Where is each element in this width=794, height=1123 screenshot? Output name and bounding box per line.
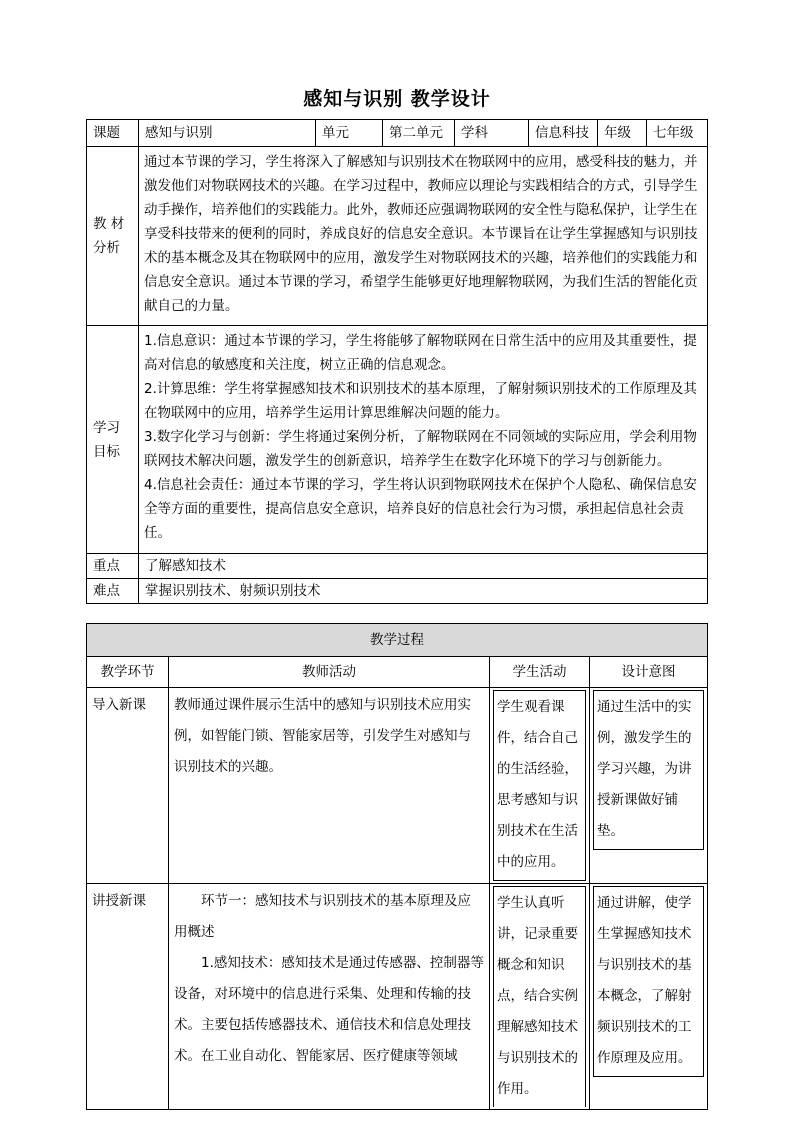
- teacher-activity-cell: 教师通过课件展示生活中的感知与识别技术应用实例，如智能门锁、智能家居等，引发学生对感知与识别技术的兴趣。: [169, 688, 490, 884]
- difficulty-label: 难点: [87, 579, 139, 604]
- process-title: 教学过程: [87, 624, 708, 657]
- column-header: 教学环节: [87, 657, 169, 688]
- course-info-table: [86, 119, 708, 604]
- intent-text: 通过生活中的实例，激发学生的学习兴趣，为讲授新课做好铺垫。: [593, 690, 704, 850]
- goal-item: 1.信息意识：通过本节课的学习，学生将能够了解物联网在日常生活中的应用及其重要性，提高对信息的敏感度和关注度，树立正确的信息观念。: [144, 333, 697, 373]
- document-title: 感知与识别 教学设计: [303, 88, 491, 110]
- difficulty-row: [87, 579, 708, 604]
- intent-cell: [590, 688, 708, 884]
- grade-value: 七年级: [647, 120, 708, 147]
- stage-cell: 讲授新课: [87, 884, 169, 1110]
- column-header: 教师活动: [169, 657, 490, 688]
- teacher-heading: 环节一：感知技术与识别技术的基本原理及应用概述: [174, 893, 471, 940]
- teacher-paragraph: 1.感知技术：感知技术是通过传感器、控制器等设备，对环境中的信息进行采集、处理和传输的技术。主要包括传感器技术、通信技术和信息处理技术。在工业自动化、智能家居、医疗健康等领域: [174, 955, 484, 1064]
- process-table: [86, 623, 708, 1110]
- subject-value: 信息科技: [529, 120, 598, 147]
- goals-label: 学习 目标: [87, 326, 139, 554]
- table-row: [87, 884, 708, 1110]
- student-activity-text: 学生认真听讲，记录重要概念和知识点，结合实例理解感知技术与识别技术的作用。: [493, 886, 586, 1107]
- goal-item: 4.信息社会责任：通过本节课的学习，学生将认识到物联网技术在保护个人隐私、确保信息安全等方面的重要性，提高信息安全意识，培养良好的信息社会行为习惯，承担起信息社会责任。: [144, 477, 697, 541]
- key-point-value: 了解感知技术: [139, 554, 708, 579]
- intent-text: 通过讲解，使学生掌握感知技术与识别技术的基本概念，了解射频识别技术的工作原理及应用。: [593, 886, 704, 1077]
- table-row: [87, 688, 708, 884]
- process-header-row: [87, 657, 708, 688]
- goal-item: 3.数字化学习与创新：学生将通过案例分析，了解物联网在不同领域的实际应用，学会利用物联网技术解决问题，激发学生的创新意识，培养学生在数字化环境下的学习与创新能力。: [144, 429, 697, 469]
- goals-row: [87, 326, 708, 554]
- goals-list: [139, 326, 708, 554]
- course-label: 课题: [87, 120, 139, 147]
- header-row: [87, 120, 708, 147]
- subject-label: 学科: [455, 120, 529, 147]
- key-point-label: 重点: [87, 554, 139, 579]
- student-activity-cell: [490, 688, 590, 884]
- student-activity-cell: [490, 884, 590, 1110]
- analysis-label: 教 材 分析: [87, 147, 139, 326]
- column-header: 学生活动: [490, 657, 590, 688]
- intent-cell: [590, 884, 708, 1110]
- key-point-row: [87, 554, 708, 579]
- course-value: 感知与识别: [139, 120, 316, 147]
- goal-item: 2.计算思维：学生将掌握感知技术和识别技术的基本原理，了解射频识别技术的工作原理及其在物联网中的应用，培养学生运用计算思维解决问题的能力。: [144, 381, 697, 421]
- column-header: 设计意图: [590, 657, 708, 688]
- difficulty-value: 掌握识别技术、射频识别技术: [139, 579, 708, 604]
- stage-cell: 导入新课: [87, 688, 169, 884]
- analysis-row: [87, 147, 708, 326]
- unit-label: 单元: [316, 120, 383, 147]
- teacher-activity-cell: [169, 884, 490, 1110]
- student-activity-text: 学生观看课件，结合自己的生活经验，思考感知与识别技术在生活中的应用。: [493, 690, 586, 881]
- analysis-text: 通过本节课的学习，学生将深入了解感知与识别技术在物联网中的应用，感受科技的魅力，并激发他们对物联网技术的兴趣。在学习过程中，教师应以理论与实践相结合的方式，引导学生动手操作，培养他们的实践能力。此外，教师还应强调物联网的安全性与隐私保护，让学生在享受科技带来的便利的同时，养成良好的信息安全意识。本节课旨在让学生掌握感知与识别技术的基本概念及其在物联网中的应用，激发学生对物联网技术的兴趣，培养他们的实践能力和信息安全意识。通过本节课的学习，希望学生能够更好地理解物联网，为我们生活的智能化贡献自己的力量。: [139, 147, 708, 326]
- process-title-row: [87, 624, 708, 657]
- unit-value: 第二单元: [383, 120, 455, 147]
- grade-label: 年级: [598, 120, 647, 147]
